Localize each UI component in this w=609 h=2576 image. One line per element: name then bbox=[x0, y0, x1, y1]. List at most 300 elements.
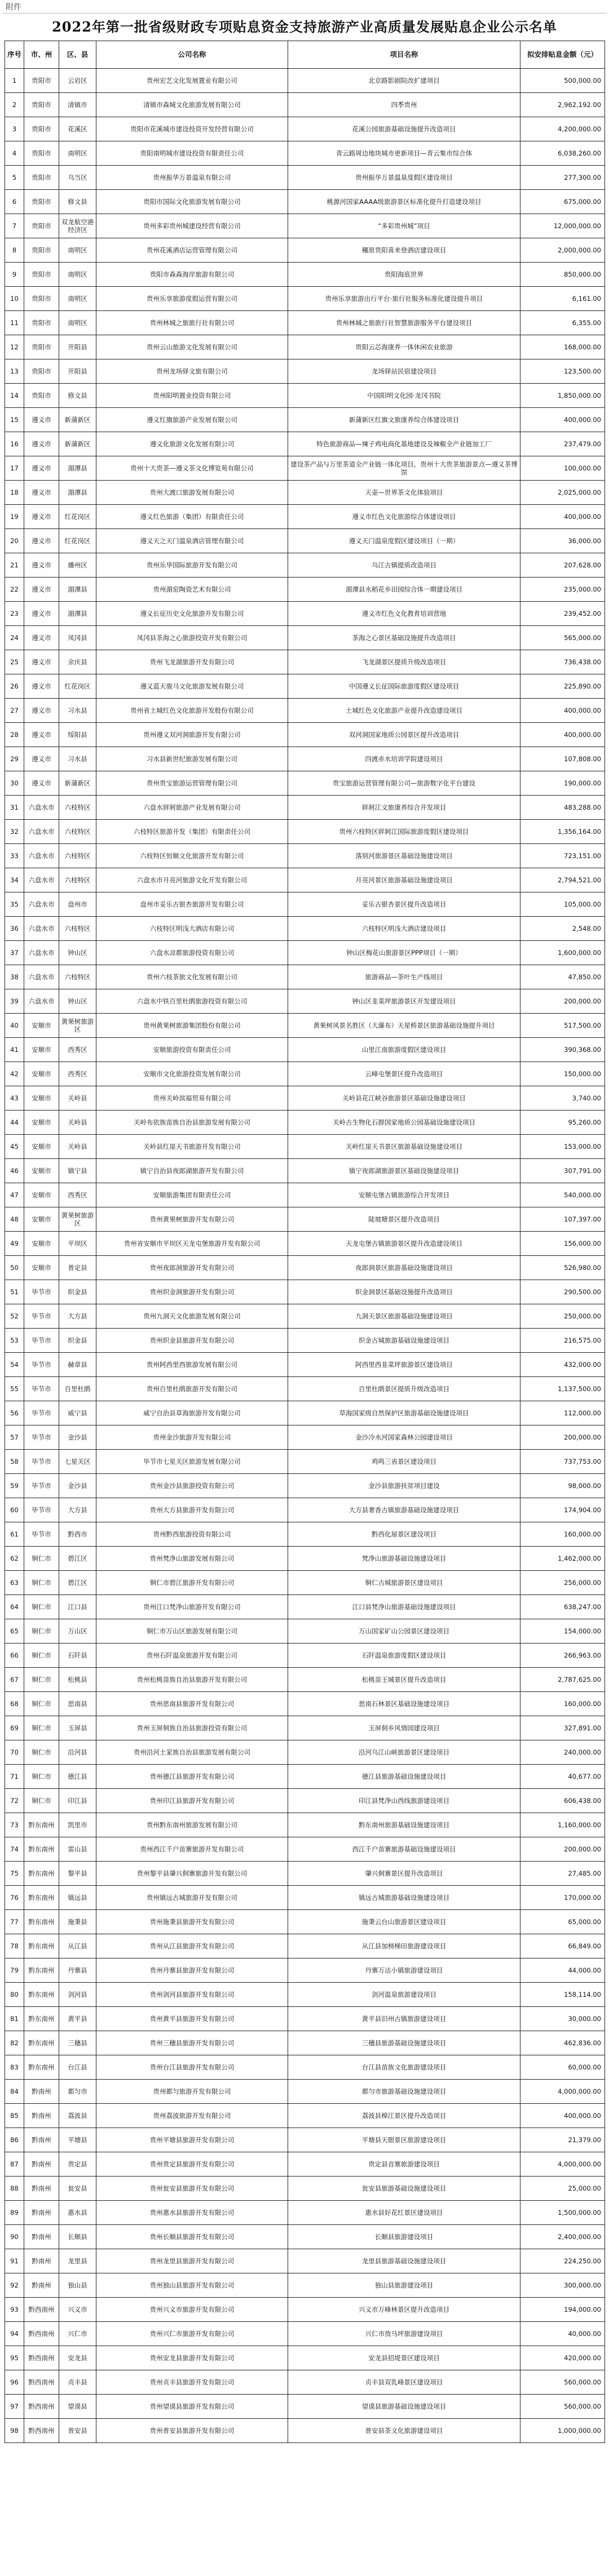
table-row bbox=[5, 1716, 605, 1740]
cell-company: 贵州贞丰县旅游开发有限公司 bbox=[96, 2370, 288, 2395]
cell-county: 普定县 bbox=[59, 1256, 96, 1280]
cell-index: 77 bbox=[5, 1910, 24, 1934]
cell-city: 遵义市 bbox=[24, 505, 59, 529]
cell-amount: 526,980.00 bbox=[520, 1256, 605, 1280]
table-row bbox=[5, 2370, 605, 2395]
cell-company: 贵州湄窑陶瓷艺术有限公司 bbox=[96, 578, 288, 602]
cell-county: 南明区 bbox=[59, 141, 96, 166]
table-row bbox=[5, 1401, 605, 1425]
cell-amount: 290,500.00 bbox=[520, 1280, 605, 1304]
cell-city: 贵阳市 bbox=[24, 335, 59, 359]
cell-county: 从江县 bbox=[59, 1934, 96, 1958]
table-row bbox=[5, 626, 605, 650]
cell-index: 68 bbox=[5, 1692, 24, 1716]
cell-city: 安顺市 bbox=[24, 1159, 59, 1183]
cell-amount: 66,849.00 bbox=[520, 1934, 605, 1958]
cell-index: 26 bbox=[5, 674, 24, 699]
cell-city: 毕节市 bbox=[24, 1329, 59, 1353]
cell-index: 79 bbox=[5, 1958, 24, 1983]
cell-project: 落别河旅游景区基础设施建设项目 bbox=[288, 844, 520, 868]
cell-index: 78 bbox=[5, 1934, 24, 1958]
cell-amount: 1,850,000.00 bbox=[520, 384, 605, 408]
cell-project: 乌江古镇提质改造项目 bbox=[288, 553, 520, 578]
cell-city: 遵义市 bbox=[24, 481, 59, 505]
cell-company: 六盘水牂牁旅游产业发展有限公司 bbox=[96, 796, 288, 820]
cell-index: 22 bbox=[5, 578, 24, 602]
cell-county: 玉屏县 bbox=[59, 1716, 96, 1740]
cell-city: 黔南州 bbox=[24, 2201, 59, 2225]
cell-amount: 256,000.00 bbox=[520, 1571, 605, 1595]
cell-amount: 250,000.00 bbox=[520, 1304, 605, 1329]
cell-city: 六盘水市 bbox=[24, 892, 59, 917]
cell-city: 遵义市 bbox=[24, 529, 59, 553]
cell-index: 85 bbox=[5, 2104, 24, 2128]
cell-project: 贵州六枝特区牂牁江国际旅游度假区建设项目 bbox=[288, 820, 520, 844]
header-amount: 拟安排贴息金额（元） bbox=[520, 41, 605, 69]
cell-county: 花溪区 bbox=[59, 117, 96, 141]
cell-city: 贵阳市 bbox=[24, 190, 59, 214]
table-row bbox=[5, 1450, 605, 1474]
cell-city: 六盘水市 bbox=[24, 917, 59, 941]
cell-company: 铜仁市碧江旅游开发有限公司 bbox=[96, 1571, 288, 1595]
table-row bbox=[5, 1740, 605, 1765]
cell-city: 贵阳市 bbox=[24, 93, 59, 117]
table-row bbox=[5, 771, 605, 796]
cell-county: 黄果树旅游区 bbox=[59, 1207, 96, 1232]
cell-index: 57 bbox=[5, 1425, 24, 1450]
table-row bbox=[5, 408, 605, 432]
cell-project: 夜郎洞景区旅游基础设施建设项目 bbox=[288, 1256, 520, 1280]
cell-amount: 30,000.00 bbox=[520, 2007, 605, 2031]
cell-city: 贵阳市 bbox=[24, 311, 59, 335]
cell-company: 关岭县红崖天书旅游开发有限公司 bbox=[96, 1135, 288, 1159]
table-row bbox=[5, 1571, 605, 1595]
cell-project: 陡坡塘景区提升改造项目 bbox=[288, 1207, 520, 1232]
cell-county: 思南县 bbox=[59, 1692, 96, 1716]
cell-project: 中国阳明文化园·龙冈书院 bbox=[288, 384, 520, 408]
cell-city: 六盘水市 bbox=[24, 989, 59, 1014]
cell-project: 钟山区梅花山旅游景区PPP项目（一期） bbox=[288, 941, 520, 965]
cell-company: 贵州黔西旅游投资有限公司 bbox=[96, 1522, 288, 1547]
cell-company: 贵州贵定县旅游开发有限公司 bbox=[96, 2152, 288, 2177]
cell-project: 贵州乐享旅游出行平台·旅行社服务标准化建设提升项目 bbox=[288, 287, 520, 311]
table-row bbox=[5, 238, 605, 263]
cell-city: 安顺市 bbox=[24, 1135, 59, 1159]
cell-city: 遵义市 bbox=[24, 456, 59, 481]
cell-index: 37 bbox=[5, 941, 24, 965]
table-row bbox=[5, 1547, 605, 1571]
cell-county: 施秉县 bbox=[59, 1910, 96, 1934]
cell-city: 铜仁市 bbox=[24, 1789, 59, 1813]
cell-county: 六枝特区 bbox=[59, 844, 96, 868]
cell-city: 贵阳市 bbox=[24, 238, 59, 263]
cell-amount: 1,462,000.00 bbox=[520, 1547, 605, 1571]
cell-index: 50 bbox=[5, 1256, 24, 1280]
cell-amount: 156,000.00 bbox=[520, 1232, 605, 1256]
cell-amount: 266,963.00 bbox=[520, 1644, 605, 1668]
cell-company: 贵州百里杜鹃旅游开发有限公司 bbox=[96, 1377, 288, 1401]
cell-amount: 200,000.00 bbox=[520, 989, 605, 1014]
cell-index: 7 bbox=[5, 214, 24, 238]
cell-company: 贵州黄果树旅游集团股份有限公司 bbox=[96, 1014, 288, 1038]
cell-company: 贵州沿河土家族自治县旅游发展有限公司 bbox=[96, 1740, 288, 1765]
cell-amount: 2,787,625.00 bbox=[520, 1668, 605, 1692]
cell-county: 镇远县 bbox=[59, 1886, 96, 1910]
cell-county: 普安县 bbox=[59, 2419, 96, 2443]
cell-index: 12 bbox=[5, 335, 24, 359]
cell-project: 贵州振华万景温泉度假区建设项目 bbox=[288, 166, 520, 190]
table-row bbox=[5, 1183, 605, 1207]
header-county: 区、县 bbox=[59, 41, 96, 69]
cell-county: 贵定县 bbox=[59, 2152, 96, 2177]
cell-index: 67 bbox=[5, 1668, 24, 1692]
cell-company: 贵州黔东南州旅游发展有限公司 bbox=[96, 1813, 288, 1837]
cell-index: 33 bbox=[5, 844, 24, 868]
cell-county: 湄潭县 bbox=[59, 456, 96, 481]
cell-amount: 154,000.00 bbox=[520, 1619, 605, 1644]
cell-city: 铜仁市 bbox=[24, 1619, 59, 1644]
cell-index: 14 bbox=[5, 384, 24, 408]
cell-company: 遵义长征历史文化旅游开发有限公司 bbox=[96, 602, 288, 626]
cell-project: 德江县旅游基础设施建设项目 bbox=[288, 1765, 520, 1789]
cell-county: 南明区 bbox=[59, 263, 96, 287]
cell-county: 修文县 bbox=[59, 384, 96, 408]
table-row bbox=[5, 1619, 605, 1644]
cell-company: 遵义化旅游文化发展有限公司 bbox=[96, 432, 288, 456]
cell-project: 阿西里西韭菜坪旅游景区建设项目 bbox=[288, 1353, 520, 1377]
table-row bbox=[5, 2225, 605, 2249]
cell-company: 遵义红旗旅游产业发展有限公司 bbox=[96, 408, 288, 432]
cell-city: 黔南州 bbox=[24, 2080, 59, 2104]
cell-amount: 4,200,000.00 bbox=[520, 117, 605, 141]
cell-city: 黔东南州 bbox=[24, 1958, 59, 1983]
cell-amount: 1,500,000.00 bbox=[520, 2201, 605, 2225]
cell-project: 望谟县旅游基础设施建设项目 bbox=[288, 2395, 520, 2419]
cell-city: 黔东南州 bbox=[24, 1837, 59, 1862]
table-row bbox=[5, 2177, 605, 2201]
cell-city: 黔南州 bbox=[24, 2128, 59, 2152]
cell-company: 贵州省安顺市平坝区天龙屯堡旅游开发有限公司 bbox=[96, 1232, 288, 1256]
cell-city: 黔西南州 bbox=[24, 2395, 59, 2419]
table-row bbox=[5, 1474, 605, 1498]
cell-index: 54 bbox=[5, 1353, 24, 1377]
table-row bbox=[5, 1934, 605, 1958]
table-row bbox=[5, 747, 605, 771]
table-row bbox=[5, 2322, 605, 2346]
table-row bbox=[5, 2152, 605, 2177]
cell-city: 贵阳市 bbox=[24, 263, 59, 287]
cell-county: 望谟县 bbox=[59, 2395, 96, 2419]
cell-project: 关岭古生物化石群国家地质公园基础设施建设项目 bbox=[288, 1111, 520, 1135]
cell-project: 都匀市旅游基础设施建设项目 bbox=[288, 2080, 520, 2104]
cell-city: 贵阳市 bbox=[24, 384, 59, 408]
cell-city: 黔西南州 bbox=[24, 2346, 59, 2370]
cell-county: 红花岗区 bbox=[59, 674, 96, 699]
cell-company: 威宁自治县草海旅游开发有限公司 bbox=[96, 1401, 288, 1425]
cell-project: 玉屏侗乡风情园建设项目 bbox=[288, 1716, 520, 1740]
cell-index: 15 bbox=[5, 408, 24, 432]
cell-amount: 2,794,521.00 bbox=[520, 868, 605, 892]
cell-city: 安顺市 bbox=[24, 1207, 59, 1232]
cell-amount: 850,000.00 bbox=[520, 263, 605, 287]
cell-amount: 60,000.00 bbox=[520, 2055, 605, 2080]
table-row bbox=[5, 844, 605, 868]
cell-city: 黔南州 bbox=[24, 2104, 59, 2128]
cell-project: 镇宁夜郎湖旅游景区基础设施建设项目 bbox=[288, 1159, 520, 1183]
table-row bbox=[5, 917, 605, 941]
cell-index: 41 bbox=[5, 1038, 24, 1062]
cell-project: 独山县旅游建设项目 bbox=[288, 2273, 520, 2298]
cell-index: 60 bbox=[5, 1498, 24, 1522]
cell-index: 43 bbox=[5, 1086, 24, 1111]
table-row bbox=[5, 2395, 605, 2419]
cell-city: 贵阳市 bbox=[24, 359, 59, 384]
cell-index: 8 bbox=[5, 238, 24, 263]
cell-city: 黔南州 bbox=[24, 2249, 59, 2273]
table-row bbox=[5, 553, 605, 578]
cell-company: 贵州荔波旅游开发有限公司 bbox=[96, 2104, 288, 2128]
table-row bbox=[5, 578, 605, 602]
cell-project: 贵阳云芯海康养一体休闲农业旅游 bbox=[288, 335, 520, 359]
table-row bbox=[5, 2273, 605, 2298]
cell-project: “多彩贵州城”项目 bbox=[288, 214, 520, 238]
cell-city: 遵义市 bbox=[24, 626, 59, 650]
cell-company: 贵州松桃苗族自治县旅游开发有限公司 bbox=[96, 1668, 288, 1692]
cell-county: 长顺县 bbox=[59, 2225, 96, 2249]
table-row bbox=[5, 1789, 605, 1813]
cell-amount: 150,000.00 bbox=[520, 1062, 605, 1086]
cell-county: 威宁县 bbox=[59, 1401, 96, 1425]
cell-project: 三穗县旅游基础设施建设项目 bbox=[288, 2031, 520, 2055]
cell-amount: 47,850.00 bbox=[520, 965, 605, 989]
cell-index: 45 bbox=[5, 1135, 24, 1159]
table-row bbox=[5, 359, 605, 384]
cell-city: 毕节市 bbox=[24, 1522, 59, 1547]
cell-county: 贞丰县 bbox=[59, 2370, 96, 2395]
cell-company: 贵州阳明置业投资有限公司 bbox=[96, 384, 288, 408]
cell-city: 毕节市 bbox=[24, 1498, 59, 1522]
cell-amount: 224,250.00 bbox=[520, 2249, 605, 2273]
cell-project: 长顺县旅游建设项目 bbox=[288, 2225, 520, 2249]
cell-amount: 160,000.00 bbox=[520, 1692, 605, 1716]
table-row bbox=[5, 69, 605, 93]
cell-county: 独山县 bbox=[59, 2273, 96, 2298]
cell-city: 遵义市 bbox=[24, 650, 59, 674]
cell-county: 习水县 bbox=[59, 699, 96, 723]
cell-city: 黔东南州 bbox=[24, 1886, 59, 1910]
cell-county: 镇宁县 bbox=[59, 1159, 96, 1183]
cell-amount: 300,000.00 bbox=[520, 2273, 605, 2298]
cell-company: 贵州台江县旅游开发有限公司 bbox=[96, 2055, 288, 2080]
cell-index: 38 bbox=[5, 965, 24, 989]
cell-index: 2 bbox=[5, 93, 24, 117]
table-row bbox=[5, 93, 605, 117]
cell-index: 21 bbox=[5, 553, 24, 578]
table-row bbox=[5, 796, 605, 820]
cell-amount: 6,161.00 bbox=[520, 287, 605, 311]
table-row bbox=[5, 989, 605, 1014]
cell-county: 大方县 bbox=[59, 1498, 96, 1522]
cell-company: 贵州夜郎洞旅游开发有限公司 bbox=[96, 1256, 288, 1280]
cell-index: 70 bbox=[5, 1740, 24, 1765]
cell-amount: 237,479.00 bbox=[520, 432, 605, 456]
cell-county: 湄潭县 bbox=[59, 481, 96, 505]
table-row bbox=[5, 1498, 605, 1522]
cell-index: 96 bbox=[5, 2370, 24, 2395]
cell-project: 织金古城旅游基础设施建设项目 bbox=[288, 1329, 520, 1353]
cell-county: 六枝特区 bbox=[59, 868, 96, 892]
cell-index: 32 bbox=[5, 820, 24, 844]
cell-city: 黔南州 bbox=[24, 2177, 59, 2201]
cell-company: 镇宁自治县夜郎湖旅游开发有限公司 bbox=[96, 1159, 288, 1183]
cell-city: 安顺市 bbox=[24, 1014, 59, 1038]
cell-project: 妥乐古银杏景区提升改造项目 bbox=[288, 892, 520, 917]
cell-project: 思南石林景区基础设施建设项目 bbox=[288, 1692, 520, 1716]
cell-company: 贵州大方县旅游开发有限公司 bbox=[96, 1498, 288, 1522]
cell-company: 贵州安龙县旅游开发有限公司 bbox=[96, 2346, 288, 2370]
cell-index: 88 bbox=[5, 2177, 24, 2201]
cell-city: 遵义市 bbox=[24, 432, 59, 456]
cell-project: 贵定县音寨旅游建设项目 bbox=[288, 2152, 520, 2177]
cell-county: 碧江区 bbox=[59, 1571, 96, 1595]
cell-county: 万山区 bbox=[59, 1619, 96, 1644]
cell-city: 安顺市 bbox=[24, 1111, 59, 1135]
cell-county: 平坝区 bbox=[59, 1232, 96, 1256]
cell-amount: 420,000.00 bbox=[520, 2346, 605, 2370]
cell-city: 黔西南州 bbox=[24, 2298, 59, 2322]
cell-project: 镇远古城旅游基础设施建设项目 bbox=[288, 1886, 520, 1910]
cell-city: 六盘水市 bbox=[24, 965, 59, 989]
document-title: 2022年第一批省级财政专项贴息资金支持旅游产业高质量发展贴息企业公示名单 bbox=[52, 19, 557, 35]
cell-project: 贵州林城之旅旅行社智慧旅游服务平台建设项目 bbox=[288, 311, 520, 335]
cell-county: 台江县 bbox=[59, 2055, 96, 2080]
cell-amount: 723,151.00 bbox=[520, 844, 605, 868]
cell-index: 64 bbox=[5, 1595, 24, 1619]
cell-project: 惠水县好花红景区建设项目 bbox=[288, 2201, 520, 2225]
table-row bbox=[5, 868, 605, 892]
cell-company: 贵州云山旅游文化发展有限公司 bbox=[96, 335, 288, 359]
cell-county: 湄潭县 bbox=[59, 578, 96, 602]
cell-company: 遵义天之天门温泉酒店管理有限公司 bbox=[96, 529, 288, 553]
cell-company: 贵州玉屏侗族自治县旅游投资有限公司 bbox=[96, 1716, 288, 1740]
cell-city: 铜仁市 bbox=[24, 1765, 59, 1789]
table-row bbox=[5, 505, 605, 529]
cell-county: 六枝特区 bbox=[59, 796, 96, 820]
cell-index: 6 bbox=[5, 190, 24, 214]
cell-city: 遵义市 bbox=[24, 674, 59, 699]
cell-county: 瓮安县 bbox=[59, 2177, 96, 2201]
cell-index: 98 bbox=[5, 2419, 24, 2443]
cell-amount: 307,791.00 bbox=[520, 1159, 605, 1183]
cell-city: 铜仁市 bbox=[24, 1740, 59, 1765]
cell-amount: 327,891.00 bbox=[520, 1716, 605, 1740]
cell-city: 六盘水市 bbox=[24, 868, 59, 892]
table-row bbox=[5, 2055, 605, 2080]
cell-amount: 12,000,000.00 bbox=[520, 214, 605, 238]
cell-project: 关岭红崖天书景区旅游基础设施建设项目 bbox=[288, 1135, 520, 1159]
cell-amount: 400,000.00 bbox=[520, 408, 605, 432]
cell-project: 剑河温泉旅游建设项目 bbox=[288, 1983, 520, 2007]
cell-amount: 112,000.00 bbox=[520, 1401, 605, 1425]
cell-project: 沿河乌江山峡旅游景区建设项目 bbox=[288, 1740, 520, 1765]
cell-company: 凤冈县茶海之心旅游投资开发有限公司 bbox=[96, 626, 288, 650]
cell-city: 贵阳市 bbox=[24, 117, 59, 141]
cell-city: 铜仁市 bbox=[24, 1595, 59, 1619]
cell-project: 台江县苗族文化旅游建设项目 bbox=[288, 2055, 520, 2080]
table-row bbox=[5, 2298, 605, 2322]
cell-index: 76 bbox=[5, 1886, 24, 1910]
cell-county: 松桃县 bbox=[59, 1668, 96, 1692]
cell-index: 34 bbox=[5, 868, 24, 892]
cell-index: 95 bbox=[5, 2346, 24, 2370]
cell-city: 黔东南州 bbox=[24, 2031, 59, 2055]
cell-county: 湄潭县 bbox=[59, 602, 96, 626]
cell-county: 钟山区 bbox=[59, 941, 96, 965]
cell-company: 贵州西江千户苗寨旅游开发有限公司 bbox=[96, 1837, 288, 1862]
cell-project: 铜仁古城旅游景区建设项目 bbox=[288, 1571, 520, 1595]
cell-company: 贵州十大贵茶—遵义茶文化博览苑有限公司 bbox=[96, 456, 288, 481]
cell-amount: 1,000,000.00 bbox=[520, 2419, 605, 2443]
cell-company: 贵州独山县旅游开发有限公司 bbox=[96, 2273, 288, 2298]
cell-project: 从江县加榜梯田旅游建设项目 bbox=[288, 1934, 520, 1958]
cell-company: 贵州省土城红色文化旅游开发股份有限公司 bbox=[96, 699, 288, 723]
cell-city: 安顺市 bbox=[24, 1086, 59, 1111]
cell-amount: 200,000.00 bbox=[520, 1837, 605, 1862]
table-row bbox=[5, 1425, 605, 1450]
cell-index: 66 bbox=[5, 1644, 24, 1668]
cell-index: 5 bbox=[5, 166, 24, 190]
cell-index: 80 bbox=[5, 1983, 24, 2007]
cell-county: 兴义市 bbox=[59, 2298, 96, 2322]
cell-amount: 737,753.00 bbox=[520, 1450, 605, 1474]
table-row bbox=[5, 335, 605, 359]
cell-amount: 174,904.00 bbox=[520, 1498, 605, 1522]
cell-index: 86 bbox=[5, 2128, 24, 2152]
cell-company: 贵州三穗县旅游开发有限公司 bbox=[96, 2031, 288, 2055]
cell-amount: 565,000.00 bbox=[520, 626, 605, 650]
table-row bbox=[5, 602, 605, 626]
cell-index: 58 bbox=[5, 1450, 24, 1474]
cell-project: 北京路影剧院改扩建项目 bbox=[288, 69, 520, 93]
table-row bbox=[5, 2080, 605, 2104]
cell-city: 遵义市 bbox=[24, 408, 59, 432]
cell-company: 贵州关岭滨福贸易有限公司 bbox=[96, 1086, 288, 1111]
cell-company: 贵州九洞天文化旅游发展有限公司 bbox=[96, 1304, 288, 1329]
cell-project: 兴仁市放马坪旅游建设项目 bbox=[288, 2322, 520, 2346]
cell-company: 贵州惠水县旅游开发有限公司 bbox=[96, 2201, 288, 2225]
cell-index: 4 bbox=[5, 141, 24, 166]
cell-amount: 158,114.00 bbox=[520, 1983, 605, 2007]
cell-index: 46 bbox=[5, 1159, 24, 1183]
cell-city: 安顺市 bbox=[24, 1232, 59, 1256]
cell-amount: 40,000.00 bbox=[520, 2322, 605, 2346]
cell-company: 贵州石阡温泉旅游开发有限公司 bbox=[96, 1644, 288, 1668]
cell-company: 贵阳南明城市建设投资有限责任公司 bbox=[96, 141, 288, 166]
cell-county: 凤冈县 bbox=[59, 626, 96, 650]
cell-project: 四季贵州 bbox=[288, 93, 520, 117]
cell-county: 新蒲新区 bbox=[59, 771, 96, 796]
cell-city: 黔东南州 bbox=[24, 1862, 59, 1886]
cell-project: 松桃苗王城景区提升改造项目 bbox=[288, 1668, 520, 1692]
cell-project: 山里江南旅游度假区建设项目 bbox=[288, 1038, 520, 1062]
cell-index: 74 bbox=[5, 1837, 24, 1862]
cell-company: 贵州从江县旅游开发有限公司 bbox=[96, 1934, 288, 1958]
cell-city: 黔东南州 bbox=[24, 1934, 59, 1958]
cell-company: 贵州长顺县旅游开发有限公司 bbox=[96, 2225, 288, 2249]
cell-company: 贵州金沙旅游开发有限公司 bbox=[96, 1425, 288, 1450]
cell-project: 兴义市万峰林景区提升改造项目 bbox=[288, 2298, 520, 2322]
cell-company: 贵州织金县旅游开发有限公司 bbox=[96, 1329, 288, 1353]
